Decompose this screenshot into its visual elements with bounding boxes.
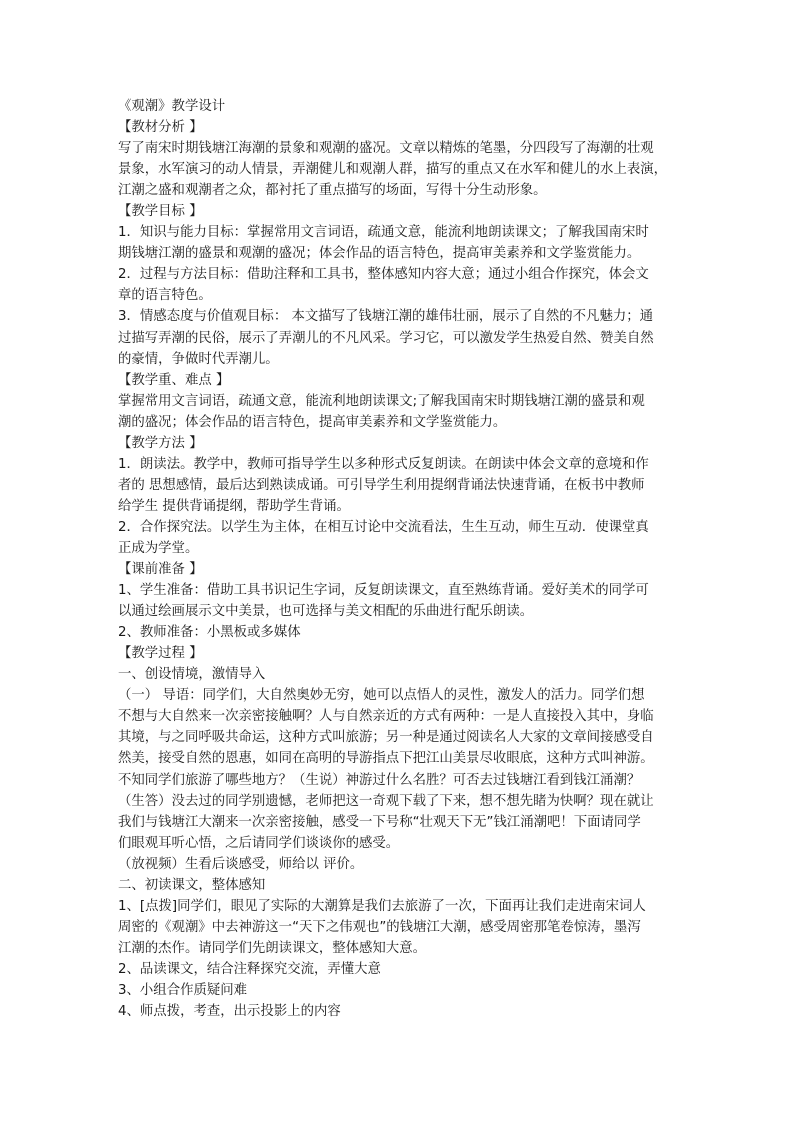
text-line: 【课前准备 】	[118, 562, 203, 578]
text-line: （生答）没去过的同学别遗憾，老师把这一奇观下载了下来，想不想先睹为快啊？现在就让	[118, 793, 654, 809]
text-line: 3、小组合作质疑问难	[118, 982, 248, 998]
text-line: 不想与大自然来一次亲密接触啊？人与自然亲近的方式有两种：一是人直接投入其中，身临	[118, 709, 654, 725]
document-body	[118, 117, 684, 1022]
text-line: 我们与钱塘江大潮来一次亲密接触，感受一下号称“壮观天下无”钱江涌潮吧！下面请同学	[118, 814, 641, 830]
text-line: 1．知识与能力目标：掌握常用文言词语，疏通文意，能流利地朗读课文；了解我国南宋时	[118, 225, 649, 241]
text-line: 江潮之盛和观潮者之众，都衬托了重点描写的场面，写得十分生动形象。	[118, 183, 547, 199]
text-line: 1、学生准备：借助工具书识记生字词，反复朗读课文，直至熟练背诵。爱好美术的同学可	[118, 583, 649, 599]
text-line: 景象，水军演习的动人情景，弄潮健儿和观潮人群，描写的重点又在水军和健儿的水上表演，	[118, 162, 668, 178]
text-line: 写了南宋时期钱塘江海潮的景象和观潮的盛况。文章以精炼的笔墨，分四段写了海潮的壮观	[118, 141, 654, 157]
text-line: （放视频）生看后谈感受，师给以 评价。	[118, 856, 364, 872]
text-line: 章的语言特色。	[118, 288, 212, 304]
text-line: 3．情感态度与价值观目标： 本文描写了钱塘江潮的雄伟壮丽，展示了自然的不凡魅力；通	[118, 309, 654, 325]
text-line: 2．过程与方法目标：借助注释和工具书，整体感知内容大意；通过小组合作探究，体会文	[118, 267, 649, 283]
text-line: 二、初读课文，整体感知	[118, 877, 266, 893]
text-line: 【教学过程 】	[118, 646, 203, 662]
text-line: 不知同学们旅游了哪些地方？（生说）神游过什么名胜？可否去过钱塘江看到钱江涌潮？	[118, 772, 641, 788]
text-line: 2、品读课文，结合注释探究交流，弄懂大意	[118, 961, 381, 977]
text-line: 4、师点拨，考查，出示投影上的内容	[118, 1004, 341, 1020]
text-line: 其境，与之同呼吸共命运，这种方式叫旅游；另一种是通过阅读名人大家的文章间接感受自	[118, 730, 654, 746]
text-line: 期钱塘江潮的盛景和观潮的盛况；体会作品的语言特色，提高审美素养和文学鉴赏能力。	[118, 246, 641, 262]
text-line: （一） 导语：同学们，大自然奥妙无穷，她可以点悟人的灵性，激发人的活力。同学们想	[118, 688, 645, 704]
text-line: 以通过绘画展示文中美景，也可选择与美文相配的乐曲进行配乐朗读。	[118, 604, 534, 620]
text-line: 1．朗读法。教学中，教师可指导学生以多种形式反复朗读。在朗读中体会文章的意境和作	[118, 456, 649, 472]
text-line: 过描写弄潮的民俗，展示了弄潮儿的不凡风采。学习它，可以激发学生热爱自然、赞美自然	[118, 330, 654, 346]
text-line: 的豪情，争做时代弄潮儿。	[118, 351, 279, 367]
text-line: 潮的盛况；体会作品的语言特色，提高审美素养和文学鉴赏能力。	[118, 414, 507, 430]
text-line: 【教学目标 】	[118, 204, 203, 220]
document-title: 《观潮》教学设计	[118, 99, 226, 114]
text-line: 江潮的杰作。请同学们先朗读课文，整体感知大意。	[118, 940, 426, 956]
text-line: 周密的《观潮》中去神游这一“天下之伟观也”的钱塘江大潮，感受周密那笔卷惊涛，墨泻	[118, 919, 641, 935]
text-line: 【教材分析 】	[118, 120, 203, 136]
text-line: 给学生 提供背诵提纲，帮助学生背诵。	[118, 498, 350, 514]
text-line: 然美，接受自然的恩惠，如同在高明的导游指点下把江山美景尽收眼底，这种方式叫神游。	[118, 751, 654, 767]
text-line: 们眼观耳听心悟，之后请同学们谈谈你的感受。	[118, 835, 400, 851]
text-line: 正成为学堂。	[118, 540, 199, 556]
document-page	[118, 96, 684, 1022]
text-line: 【教学重、难点 】	[118, 372, 230, 388]
text-line: 1、[点拨]同学们，眼见了实际的大潮算是我们去旅游了一次，下面再让我们走进南宋词人	[118, 898, 646, 914]
text-line: 2．合作探究法。以学生为主体，在相互讨论中交流看法，生生互动，师生互动．使课堂真	[118, 519, 649, 535]
text-line: 2、教师准备：小黑板或多媒体	[118, 625, 301, 641]
text-line: 【教学方法 】	[118, 435, 203, 451]
text-line: 掌握常用文言词语，疏通文意，能流利地朗读课文;了解我国南宋时期钱塘江潮的盛景和观	[118, 393, 645, 409]
text-line: 一、创设情境，激情导入	[118, 667, 266, 683]
text-line: 者的 思想感情，最后达到熟读成诵。可引导学生利用提纲背诵法快速背诵，在板书中教师	[118, 477, 645, 493]
